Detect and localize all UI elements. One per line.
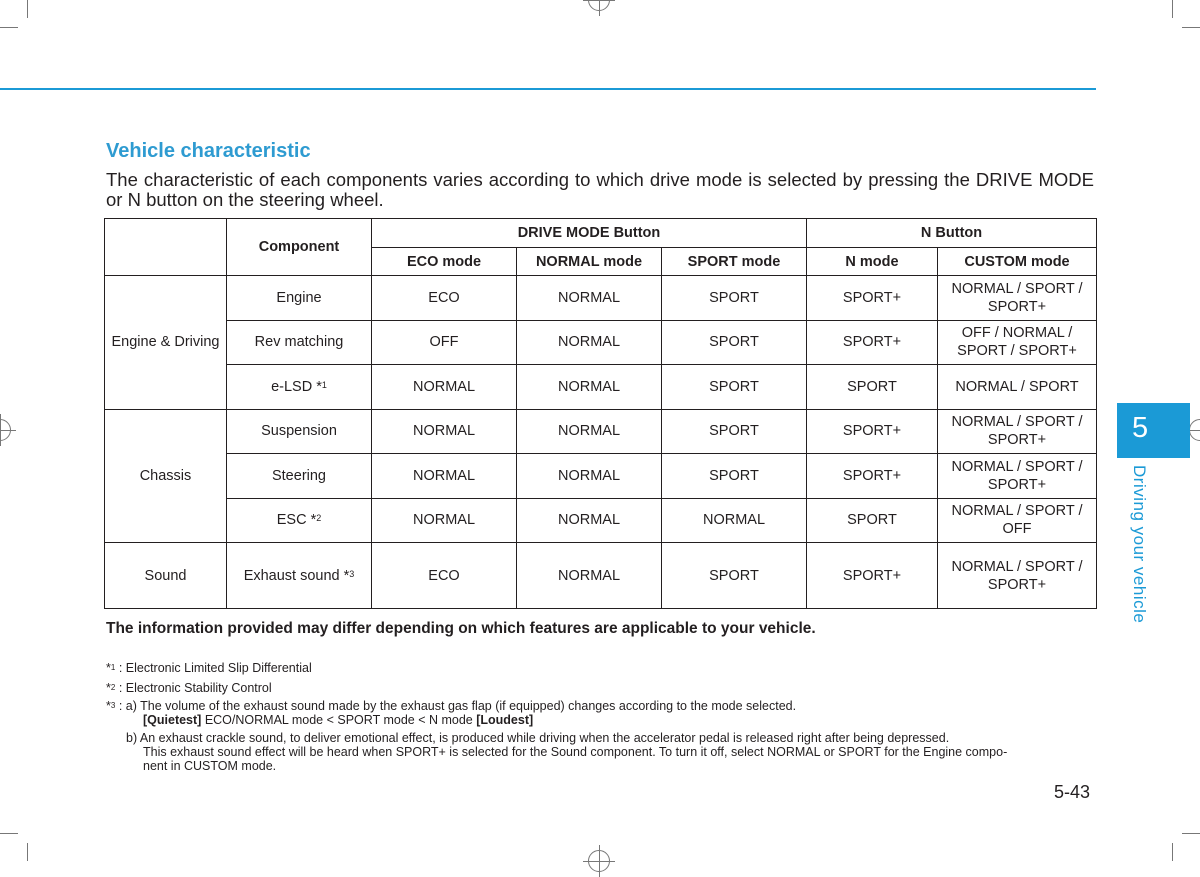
- mode-value-cell: NORMAL / SPORT / OFF: [938, 498, 1097, 543]
- registration-mark: [588, 0, 610, 11]
- drive-mode-table: [104, 218, 1097, 609]
- mode-value-cell: SPORT+: [807, 543, 938, 609]
- mode-value-cell: NORMAL: [517, 454, 662, 499]
- mode-value-cell: SPORT: [807, 365, 938, 410]
- footnote-text: nent in CUSTOM mode.: [143, 759, 277, 773]
- intro-paragraph: The characteristic of each components varies according to which drive mode is selected by pressing the DRIVE MODE or N button on the steering wheel.: [106, 169, 1094, 210]
- mode-value-cell: NORMAL: [517, 409, 662, 454]
- footnote-text: b) An exhaust crackle sound, to deliver emotional effect, is produced while driving when the accelerator pedal is released right after being depressed.: [126, 731, 950, 745]
- component-name: Rev matching: [254, 334, 344, 351]
- component-cell: [227, 276, 372, 321]
- footnote-ref: 3: [349, 568, 355, 579]
- mode-header: NORMAL mode: [517, 248, 662, 276]
- n-button-header: N Button: [807, 219, 1097, 248]
- mode-value-cell: NORMAL: [372, 454, 517, 499]
- footnote-text: : Electronic Stability Control: [118, 681, 272, 695]
- component-cell: [227, 543, 372, 609]
- table-row: [105, 409, 1097, 454]
- registration-mark: [1189, 419, 1200, 441]
- table-row: [105, 543, 1097, 609]
- component-cell: [227, 409, 372, 454]
- mode-value-cell: SPORT: [662, 543, 807, 609]
- mode-value-cell: NORMAL: [517, 365, 662, 410]
- mode-value-cell: NORMAL: [372, 498, 517, 543]
- applicability-note: The information provided may differ depending on which features are applicable to your vehicle.: [106, 620, 816, 637]
- footnote-mark: 1: [110, 663, 116, 672]
- mode-value-cell: NORMAL / SPORT: [938, 365, 1097, 410]
- mode-value-cell: NORMAL: [372, 409, 517, 454]
- component-name: Exhaust sound *: [243, 567, 350, 584]
- table-row: [105, 454, 1097, 499]
- footnote-text: : a) The volume of the exhaust sound made by the exhaust gas flap (if equipped) changes according to the mode selected.: [118, 699, 797, 713]
- component-cell: [227, 320, 372, 365]
- mode-value-cell: NORMAL / SPORT / SPORT+: [938, 543, 1097, 609]
- page-number: 5-43: [1054, 782, 1091, 802]
- component-cell: [227, 498, 372, 543]
- mode-value-cell: NORMAL / SPORT / SPORT+: [938, 454, 1097, 499]
- crop-mark: [1182, 27, 1200, 28]
- footnote-mark: 3: [110, 701, 116, 710]
- group-cell: Chassis: [105, 409, 227, 543]
- mode-value-cell: NORMAL: [517, 498, 662, 543]
- mode-value-cell: SPORT: [662, 276, 807, 321]
- footnote-ref: 1: [321, 379, 327, 390]
- chapter-tab: [1117, 403, 1190, 458]
- mode-value-cell: SPORT: [662, 409, 807, 454]
- mode-value-cell: NORMAL: [662, 498, 807, 543]
- component-name: Steering: [271, 467, 326, 484]
- registration-mark: [0, 419, 11, 441]
- footnote-ref: 2: [316, 513, 322, 524]
- chapter-label: Driving your vehicle: [1130, 465, 1149, 624]
- mode-value-cell: SPORT: [662, 320, 807, 365]
- mode-value-cell: SPORT+: [807, 454, 938, 499]
- mode-value-cell: SPORT: [662, 454, 807, 499]
- mode-header: SPORT mode: [662, 248, 807, 276]
- table-row: [105, 498, 1097, 543]
- component-name: ESC *: [276, 512, 317, 529]
- footnote-text: This exhaust sound effect will be heard when SPORT+ is selected for the Sound component. To turn it off, select NORMAL or SPORT for the Engine compo-: [143, 745, 1008, 759]
- component-cell: [227, 454, 372, 499]
- crop-mark: [0, 27, 18, 28]
- table-row: [105, 365, 1097, 410]
- mode-value-cell: OFF / NORMAL / SPORT / SPORT+: [938, 320, 1097, 365]
- component-name: e-LSD *: [271, 378, 322, 395]
- table-row: [105, 276, 1097, 321]
- mode-value-cell: NORMAL: [517, 320, 662, 365]
- mode-value-cell: NORMAL / SPORT / SPORT+: [938, 276, 1097, 321]
- mode-value-cell: SPORT: [807, 498, 938, 543]
- group-header-blank: [105, 219, 227, 276]
- component-name: Suspension: [261, 423, 337, 440]
- mode-header: CUSTOM mode: [938, 248, 1097, 276]
- mode-value-cell: NORMAL: [517, 276, 662, 321]
- mode-value-cell: SPORT+: [807, 276, 938, 321]
- crop-mark: [0, 833, 18, 834]
- mode-value-cell: ECO: [372, 543, 517, 609]
- crop-mark: [1172, 0, 1173, 18]
- registration-mark: [588, 850, 610, 872]
- header-rule: [0, 88, 1096, 90]
- mode-value-cell: OFF: [372, 320, 517, 365]
- crop-mark: [27, 843, 28, 861]
- group-cell: Sound: [105, 543, 227, 609]
- footnote-3: *$^3$ : a) The volume of the exhaust sound made by the exhaust gas flap (if equipped) changes according to the mode selected. [Quietest] ECO/NORMAL mode < SPORT mode < N mode [Loudest] b) An exhaust crackle sound, to deliver emotional effect, is produced while driving when the accelerator pedal is released right after being depressed. This exhaust sound effect will be heard when SPORT+ is selected for the Sound component. To turn it off, select NORMAL or SPORT for the Engine compo- nent in CUSTOM mode.: [106, 699, 1008, 773]
- crop-mark: [27, 0, 28, 18]
- crop-mark: [1172, 843, 1173, 861]
- section-title: Vehicle characteristic: [106, 140, 311, 162]
- drive-mode-button-header: DRIVE MODE Button: [372, 219, 807, 248]
- mode-value-cell: ECO: [372, 276, 517, 321]
- component-header: Component: [227, 219, 372, 276]
- mode-header: N mode: [807, 248, 938, 276]
- component-name: Engine: [276, 289, 322, 306]
- footnote-2: *$^2$ : Electronic Stability Control: [106, 681, 272, 695]
- mode-value-cell: NORMAL: [372, 365, 517, 410]
- chapter-number: 5: [1132, 412, 1149, 444]
- mode-value-cell: SPORT+: [807, 409, 938, 454]
- mode-header: ECO mode: [372, 248, 517, 276]
- footnote-text: : Electronic Limited Slip Differential: [118, 661, 312, 675]
- mode-value-cell: NORMAL: [517, 543, 662, 609]
- group-cell: Engine & Driving: [105, 276, 227, 410]
- quietest-label: [Quietest]: [143, 713, 202, 727]
- footnote-text: ECO/NORMAL mode < SPORT mode < N mode: [201, 713, 477, 727]
- footnote-1: *$^1$ : Electronic Limited Slip Differential: [106, 661, 312, 675]
- loudest-label: [Loudest]: [476, 713, 534, 727]
- footnote-mark: 2: [110, 683, 116, 692]
- mode-value-cell: SPORT+: [807, 320, 938, 365]
- component-cell: [227, 365, 372, 410]
- mode-value-cell: NORMAL / SPORT / SPORT+: [938, 409, 1097, 454]
- crop-mark: [1182, 833, 1200, 834]
- mode-value-cell: SPORT: [662, 365, 807, 410]
- table-row: [105, 320, 1097, 365]
